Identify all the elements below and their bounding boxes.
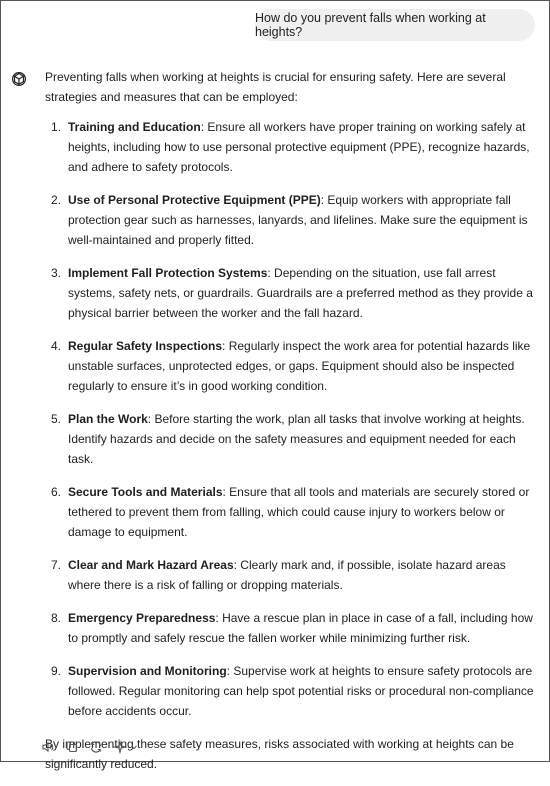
list-number: 9. [51,664,62,678]
list-item-text: : Supervise work at heights to ensure safety protocols are followed. Regular monitoring can help spot potential risks or procedural non-compliance before accidents occur. [68,664,534,718]
list-item-title: Secure Tools and Materials [68,485,223,499]
list-item-text: : Before starting the work, plan all tasks that involve working at heights. Identify hazards and decide on the safety measures and equipment needed for each task. [68,412,525,466]
list-item [45,117,541,177]
list-item-text: : Regularly inspect the work area for potential hazards like unstable surfaces, unprotected edges, or gaps. Equipment should also be inspected regularly to ensure it’s in good working condition. [68,339,531,393]
list-item [45,190,541,250]
assistant-outro: By implementing these safety measures, risks associated with working at heights can be significantly reduced. [45,737,514,771]
sparkle-icon[interactable] [113,740,127,754]
list-item-text: : Ensure that all tools and materials are securely stored or tethered to prevent them from falling, which could cause injury to workers below or damage to equipment. [68,485,530,539]
list-number: 6. [51,485,62,499]
list-item [45,482,541,542]
list-number: 5. [51,412,62,426]
chevron-down-icon[interactable] [130,740,138,754]
list-item-title: Implement Fall Protection Systems [68,266,268,280]
list-item-title: Training and Education [68,120,201,134]
list-item-title: Supervision and Monitoring [68,664,227,678]
list-number: 2. [51,193,62,207]
message-actions [41,740,138,754]
list-item-title: Use of Personal Protective Equipment (PPE) [68,193,321,207]
copy-icon[interactable] [65,740,79,754]
list-number: 8. [51,611,62,625]
list-item [45,409,541,469]
list-item-title: Plan the Work [68,412,148,426]
list-item-text: : Equip workers with appropriate fall protection gear such as harnesses, lanyards, and lifelines. Make sure the equipment is well-maintained and properly fitted. [68,193,528,247]
list-item-text: : Ensure all workers have proper training on working safely at heights, including how to use personal protective equipment (PPE), recognize hazards, and adhere to safety protocols. [68,120,530,174]
list-item-title: Clear and Mark Hazard Areas [68,558,234,572]
list-item-text: : Depending on the situation, use fall arrest systems, safety nets, or guardrails. Guardrails are a preferred method as they provide a physical barrier between the worker and the fall hazard. [68,266,533,320]
list-item [45,336,541,396]
list-item-title: Emergency Preparedness [68,611,216,625]
assistant-intro: Preventing falls when working at heights is crucial for ensuring safety. Here are several strategies and measures that can be employed: [45,70,506,104]
list-number: 3. [51,266,62,280]
strategy-list [45,117,541,721]
assistant-logo-icon [11,71,27,87]
regenerate-icon[interactable] [89,740,103,754]
user-message-bubble [255,9,535,41]
list-item [45,263,541,323]
list-number: 7. [51,558,62,572]
list-item-title: Regular Safety Inspections [68,339,223,353]
list-item [45,608,541,648]
list-item-text: : Clearly mark and, if possible, isolate hazard areas where there is a risk of falling or dropping materials. [68,558,506,592]
speaker-icon[interactable] [41,740,55,754]
list-item [45,661,541,721]
list-number: 1. [51,120,62,134]
list-number: 4. [51,339,62,353]
list-item-text: : Have a rescue plan in place in case of a fall, including how to promptly and safely rescue the fallen worker while minimizing further risk. [68,611,533,645]
list-item [45,555,541,595]
assistant-message [45,67,541,786]
user-message-text: How do you prevent falls when working at heights? [255,11,486,39]
